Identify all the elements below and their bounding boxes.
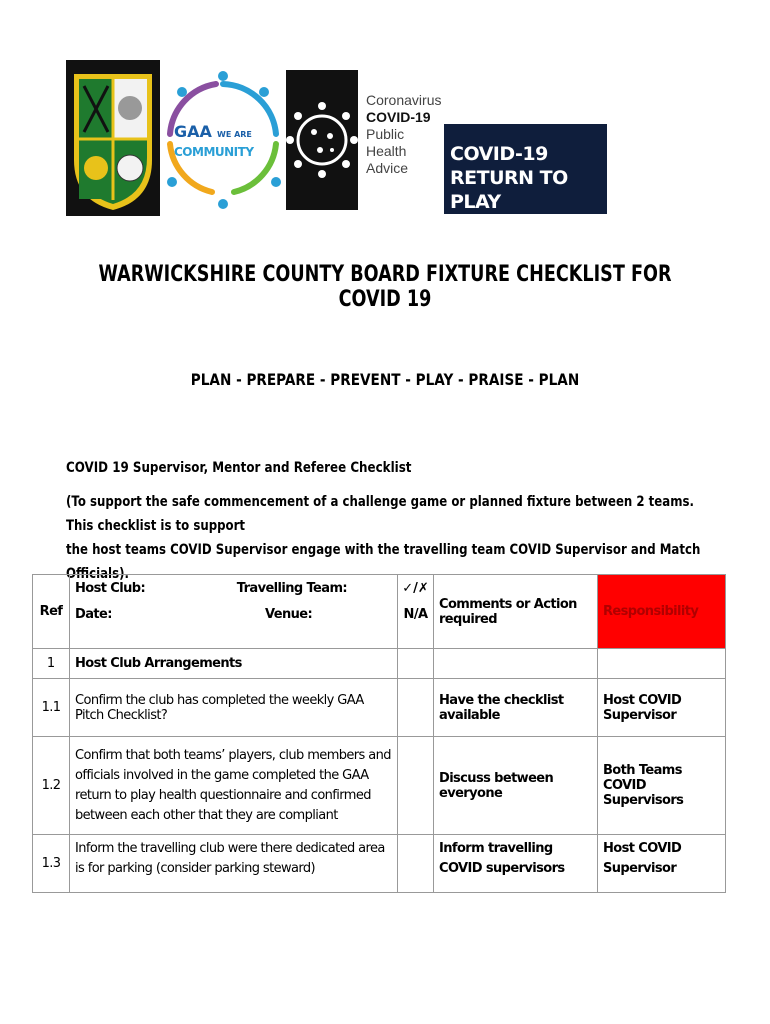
responsibility-header: Responsibility [603, 604, 699, 619]
row-ref: 1.1 [41, 700, 61, 715]
table-header-row [33, 575, 726, 649]
intro-paragraph [66, 490, 704, 586]
club-crest-logo [66, 60, 160, 216]
logo-strip [66, 60, 626, 216]
public-health-text: Public Health [366, 126, 407, 159]
na-header: N/A [403, 607, 428, 622]
check-cross-header: ✓/✗ [402, 581, 429, 596]
intro-line-1: (To support the safe commencement of a challenge game or planned fixture between 2 teams. This checklist is to support [66, 494, 694, 534]
row-item: Confirm that both teams’ players, club members and officials involved in the game completed the GAA return to play health questionnaire and confirmed between each other that they are compliant [75, 747, 391, 823]
row-comment: Have the checklist available [439, 692, 564, 723]
rtp-return-text: RETURN TO PLAY [450, 167, 568, 213]
gaa-text: GAA [174, 122, 212, 141]
covid19-text: COVID-19 [366, 109, 431, 125]
section-title: Host Club Arrangements [75, 656, 242, 671]
row-check-cell[interactable] [398, 835, 434, 893]
row-item: Confirm the club has completed the weekly GAA Pitch Checklist? [75, 692, 364, 723]
travelling-team-label: Travelling Team: [236, 581, 347, 596]
section-row [33, 649, 726, 679]
section-check-cell[interactable] [398, 649, 434, 679]
coronavirus-text: Coronavirus [366, 92, 442, 108]
we-are-text: WE ARE [217, 130, 252, 139]
advice-text: Advice [366, 160, 409, 176]
row-responsibility: Host COVID Supervisor [603, 841, 682, 876]
motto: PLAN - PREPARE - PREVENT - PLAY - PRAISE - PLAN [190, 370, 580, 389]
row-check-cell[interactable] [398, 679, 434, 737]
date-label: Date: [75, 607, 112, 622]
checklist-subheading: COVID 19 Supervisor, Mentor and Referee Checklist [66, 460, 412, 476]
community-text: COMMUNITY [174, 145, 254, 159]
venue-label: Venue: [265, 607, 313, 622]
row-ref: 1.3 [41, 856, 61, 871]
row-responsibility: Both Teams COVID Supervisors [603, 763, 684, 808]
section-comment-cell [434, 649, 598, 679]
table-row [33, 679, 726, 737]
comments-header: Comments or Action required [439, 596, 577, 627]
intro-line-2: the host teams COVID Supervisor engage with the travelling team COVID Supervisor and Match Officials). [66, 542, 701, 582]
covid-advice-logo [286, 70, 442, 210]
table-row [33, 737, 726, 835]
row-comment: Inform travelling COVID supervisors [439, 841, 565, 876]
gaa-community-logo [164, 64, 282, 214]
section-ref: 1 [46, 656, 56, 671]
virus-icon [286, 70, 358, 210]
row-check-cell[interactable] [398, 737, 434, 835]
table-row [33, 835, 726, 893]
page-title: WARWICKSHIRE COUNTY BOARD FIXTURE CHECKLIST FOR COVID 19 [98, 262, 672, 312]
row-comment: Discuss between everyone [439, 770, 554, 801]
row-responsibility: Host COVID Supervisor [603, 692, 682, 723]
row-item: Inform the travelling club were there dedicated area is for parking (consider parking steward) [75, 841, 385, 876]
return-to-play-logo [444, 124, 607, 214]
fixture-checklist-table [32, 574, 726, 893]
rtp-covid-text: COVID-19 [450, 143, 548, 165]
row-ref: 1.2 [41, 778, 61, 793]
ref-header: Ref [39, 604, 63, 619]
host-club-label: Host Club: [75, 581, 146, 596]
section-responsibility-cell [598, 649, 726, 679]
